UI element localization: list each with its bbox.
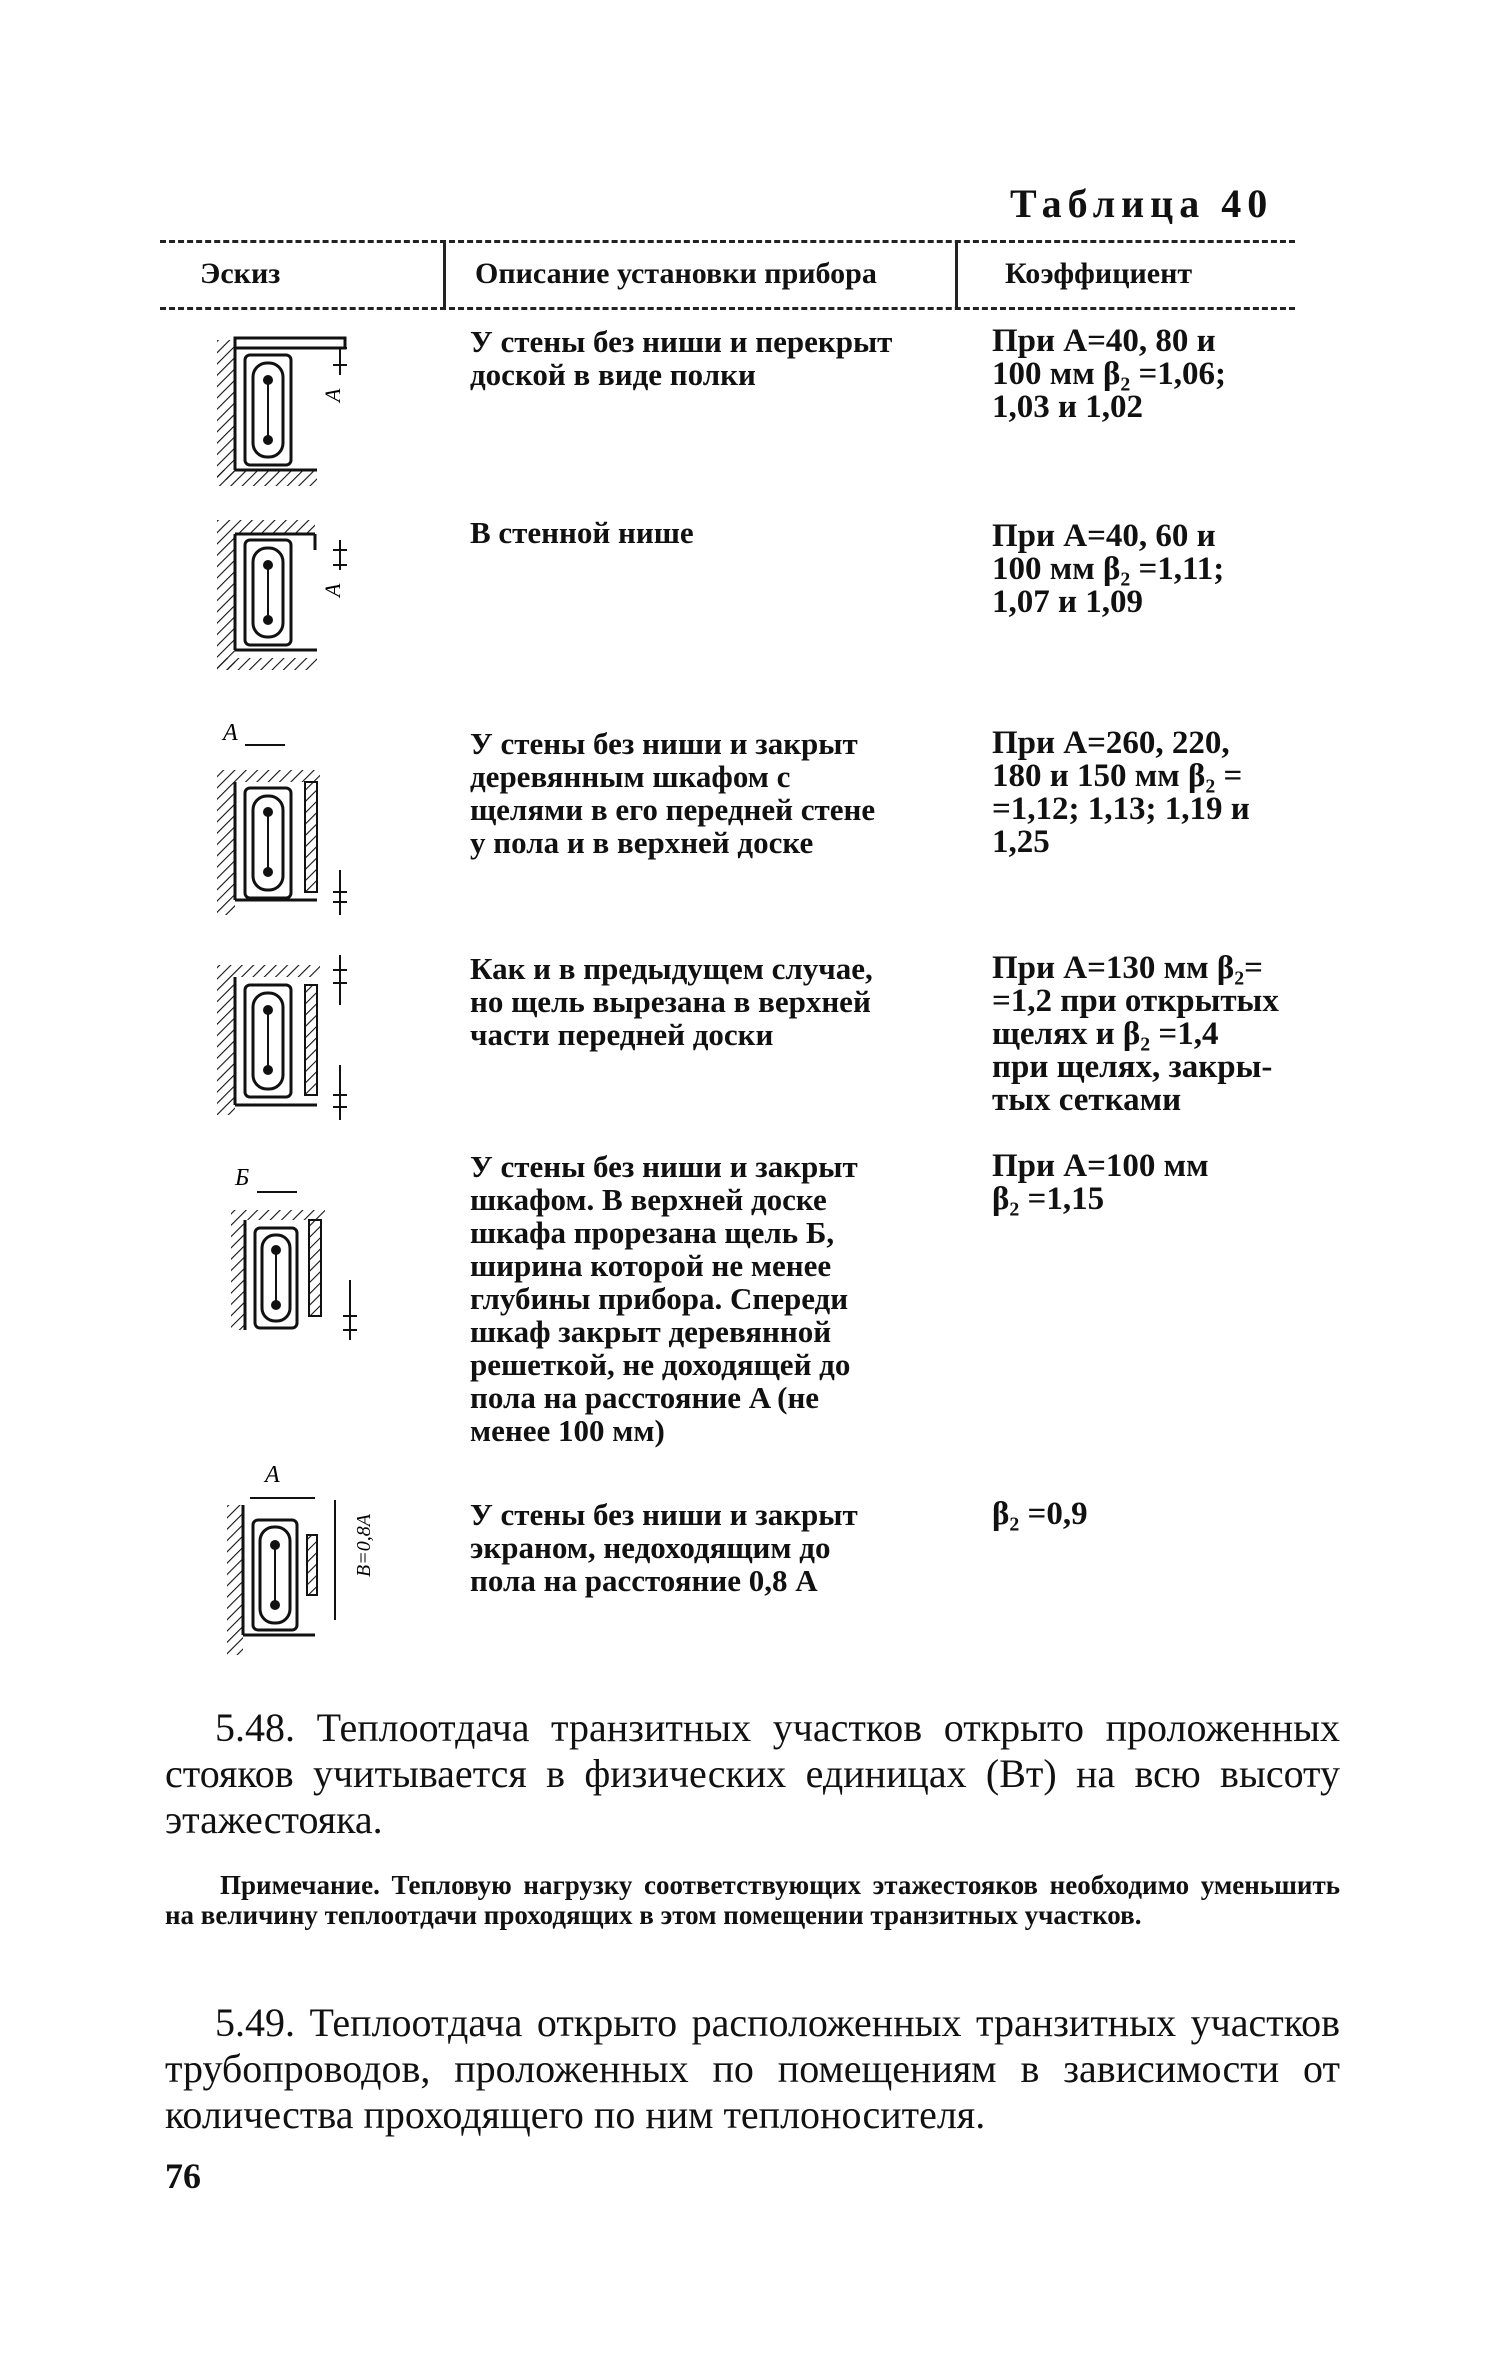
sketch-cabinet-top-slot-icon	[205, 945, 375, 1125]
row-5-coefficient: При A=100 мм β₂ =1,15	[992, 1148, 1209, 1217]
sketch-label-ba: B=0,8A	[353, 1514, 375, 1577]
header-top-rule	[160, 240, 1295, 243]
paragraph-5-48: 5.48. Теплоотдача транзитных участков открыто проложенных стояков учитывается в физических единицах (Вт) на всю высоту этажестояка.	[165, 1705, 1340, 1842]
row-6-description: У стены без ниши и закрыт экраном, недоходящим до пола на расстояние 0,8 A	[470, 1497, 858, 1598]
sketch-shelf-icon	[205, 330, 375, 490]
row-3-coefficient: При A=260, 220, 180 и 150 мм β₂ = =1,12; 1,13; 1,19 и 1,25	[992, 725, 1250, 860]
sketch-screen-icon	[205, 1460, 375, 1660]
page-number: 76	[165, 2156, 201, 2196]
header-coefficient: Коэффициент	[1005, 257, 1193, 290]
row-2-description: В стенной нише	[470, 515, 694, 550]
row-3-description: У стены без ниши и закрыт деревянным шкафом с щелями в его передней стене у пола и в верхней доске	[470, 726, 876, 860]
row-1-description: У стены без ниши и перекрыт доской в виде полки	[470, 324, 893, 392]
sketch-cabinet-grille-icon	[205, 1160, 375, 1350]
sketch-niche-icon	[205, 510, 375, 670]
header-bottom-rule	[160, 307, 1295, 310]
row-4-description: Как и в предыдущем случае, но щель вырезана в верхней части передней доски	[470, 951, 873, 1052]
row-4-coefficient: При A=130 мм β₂= =1,2 при открытых щелях и β₂ =1,4 при щелях, закры- тых сетками	[992, 950, 1279, 1118]
sketch-cabinet-icon	[205, 720, 375, 920]
sketch-label-b: Б	[235, 1165, 250, 1191]
row-6-coefficient: β₂ =0,9	[992, 1496, 1088, 1532]
note-paragraph: Примечание. Тепловую нагрузку соответствующих этажестояков необходимо уменьшить на величину теплоотдачи проходящих в этом помещении транзитных участков.	[165, 1870, 1340, 1930]
row-1-coefficient: При A=40, 80 и 100 мм β₂ =1,06; 1,03 и 1,02	[992, 323, 1227, 425]
sketch-label-a: A	[320, 583, 345, 597]
table-title: Таблица 40	[1010, 181, 1274, 226]
header-divider-1	[443, 240, 446, 310]
sketch-label-a: A	[223, 720, 238, 746]
paragraph-5-49: 5.49. Теплоотдача открыто расположенных транзитных участков трубопроводов, проложенных по помещениям в зависимости от количества проходящего по ним теплоносителя.	[165, 2000, 1340, 2137]
sketch-label-a: A	[320, 388, 345, 402]
header-sketch: Эскиз	[200, 257, 281, 290]
row-5-description: У стены без ниши и закрыт шкафом. В верхней доске шкафа прорезана щель Б, ширина которой не менее глубины прибора. Спереди шкаф закрыт деревянной решеткой, не доходящей до пола на расстояние A (не менее 100 мм)	[470, 1149, 858, 1448]
row-2-coefficient: При A=40, 60 и 100 мм β₂ =1,11; 1,07 и 1,09	[992, 518, 1225, 620]
header-description: Описание установки прибора	[475, 257, 877, 290]
sketch-label-a: A	[265, 1462, 280, 1488]
header-divider-2	[955, 240, 958, 310]
